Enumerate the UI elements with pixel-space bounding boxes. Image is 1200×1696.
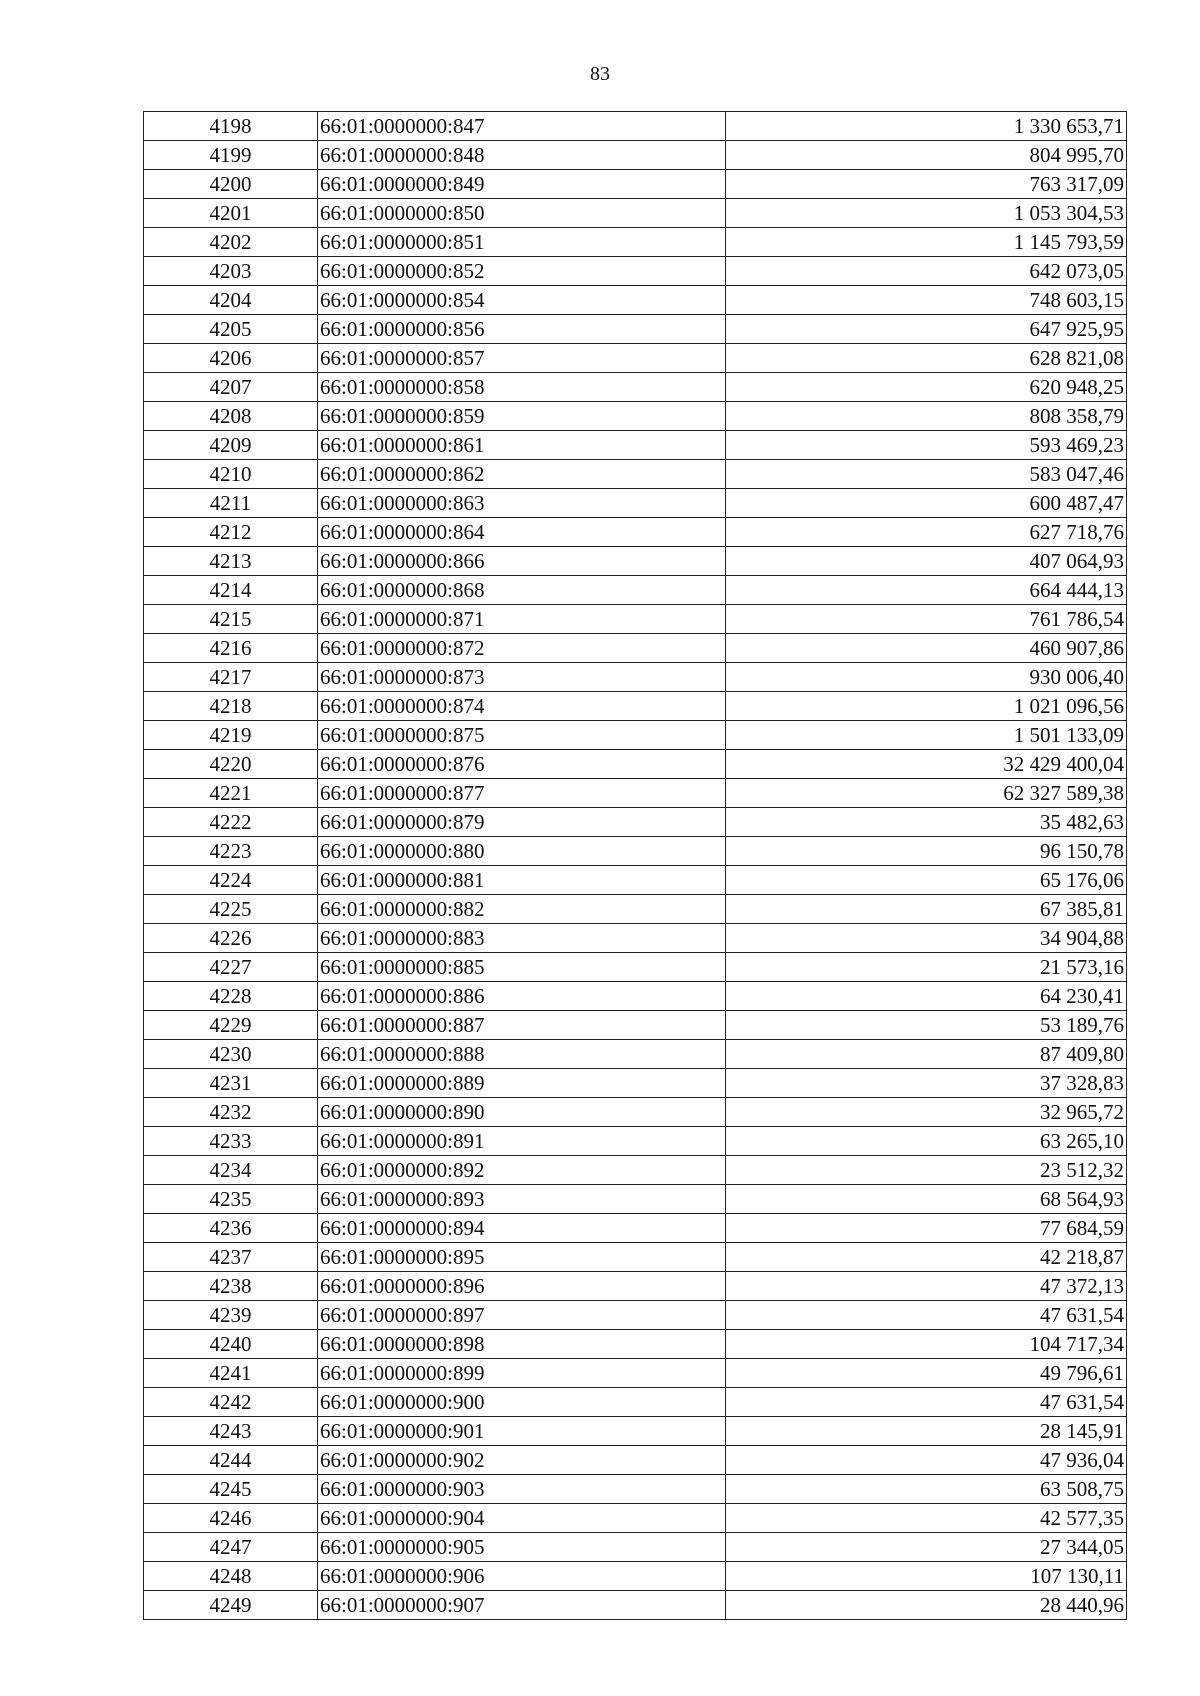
cadastral-number-cell: 66:01:0000000:907 [318,1591,726,1620]
cadastral-number-cell: 66:01:0000000:874 [318,692,726,721]
row-number-cell: 4235 [144,1185,318,1214]
row-number-cell: 4207 [144,373,318,402]
cadastral-value-cell: 1 145 793,59 [726,228,1127,257]
row-number-cell: 4227 [144,953,318,982]
cadastral-value-cell: 65 176,06 [726,866,1127,895]
cadastral-value-cell: 68 564,93 [726,1185,1127,1214]
table-row [144,953,1127,982]
row-number-cell: 4217 [144,663,318,692]
row-number-cell: 4228 [144,982,318,1011]
row-number-cell: 4213 [144,547,318,576]
table-row [144,547,1127,576]
table-row [144,1475,1127,1504]
row-number-cell: 4229 [144,1011,318,1040]
cadastral-value-cell: 21 573,16 [726,953,1127,982]
cadastral-value-cell: 583 047,46 [726,460,1127,489]
cadastral-value-cell: 47 631,54 [726,1388,1127,1417]
cadastral-value-cell: 63 508,75 [726,1475,1127,1504]
table-row [144,692,1127,721]
table-row [144,1417,1127,1446]
table-row [144,460,1127,489]
cadastral-value-cell: 628 821,08 [726,344,1127,373]
cadastral-number-cell: 66:01:0000000:852 [318,257,726,286]
cadastral-number-cell: 66:01:0000000:892 [318,1156,726,1185]
table-row [144,895,1127,924]
table-row [144,750,1127,779]
cadastral-number-cell: 66:01:0000000:850 [318,199,726,228]
cadastral-number-cell: 66:01:0000000:862 [318,460,726,489]
cadastral-number-cell: 66:01:0000000:876 [318,750,726,779]
cadastral-value-cell: 37 328,83 [726,1069,1127,1098]
table-row [144,1330,1127,1359]
table-row [144,112,1127,141]
table-row [144,518,1127,547]
row-number-cell: 4220 [144,750,318,779]
table-row [144,924,1127,953]
cadastral-value-cell: 627 718,76 [726,518,1127,547]
table-row [144,808,1127,837]
table-row [144,866,1127,895]
cadastral-number-cell: 66:01:0000000:859 [318,402,726,431]
cadastral-value-cell: 1 021 096,56 [726,692,1127,721]
table-row [144,1562,1127,1591]
cadastral-number-cell: 66:01:0000000:848 [318,141,726,170]
cadastral-number-cell: 66:01:0000000:889 [318,1069,726,1098]
table-row [144,228,1127,257]
row-number-cell: 4242 [144,1388,318,1417]
row-number-cell: 4205 [144,315,318,344]
table-row [144,1214,1127,1243]
cadastral-value-cell: 28 440,96 [726,1591,1127,1620]
row-number-cell: 4201 [144,199,318,228]
row-number-cell: 4200 [144,170,318,199]
cadastral-value-cell: 27 344,05 [726,1533,1127,1562]
table-row [144,170,1127,199]
row-number-cell: 4236 [144,1214,318,1243]
table-row [144,1127,1127,1156]
cadastral-value-cell: 600 487,47 [726,489,1127,518]
row-number-cell: 4216 [144,634,318,663]
row-number-cell: 4225 [144,895,318,924]
cadastral-number-cell: 66:01:0000000:857 [318,344,726,373]
cadastral-value-cell: 808 358,79 [726,402,1127,431]
cadastral-number-cell: 66:01:0000000:887 [318,1011,726,1040]
cadastral-value-cell: 34 904,88 [726,924,1127,953]
row-number-cell: 4223 [144,837,318,866]
table-row [144,1591,1127,1620]
cadastral-value-cell: 67 385,81 [726,895,1127,924]
cadastral-value-cell: 87 409,80 [726,1040,1127,1069]
cadastral-value-cell: 49 796,61 [726,1359,1127,1388]
table-row [144,199,1127,228]
cadastral-number-cell: 66:01:0000000:898 [318,1330,726,1359]
table-row [144,1069,1127,1098]
cadastral-number-cell: 66:01:0000000:858 [318,373,726,402]
row-number-cell: 4218 [144,692,318,721]
cadastral-number-cell: 66:01:0000000:883 [318,924,726,953]
cadastral-value-cell: 1 501 133,09 [726,721,1127,750]
cadastral-number-cell: 66:01:0000000:847 [318,112,726,141]
table-row [144,344,1127,373]
row-number-cell: 4239 [144,1301,318,1330]
row-number-cell: 4199 [144,141,318,170]
page-number: 83 [590,63,610,85]
row-number-cell: 4237 [144,1243,318,1272]
table-row [144,982,1127,1011]
row-number-cell: 4232 [144,1098,318,1127]
cadastral-number-cell: 66:01:0000000:872 [318,634,726,663]
cadastral-value-cell: 664 444,13 [726,576,1127,605]
cadastral-value-cell: 53 189,76 [726,1011,1127,1040]
cadastral-value-cell: 1 053 304,53 [726,199,1127,228]
cadastral-value-cell: 47 936,04 [726,1446,1127,1475]
table-row [144,1388,1127,1417]
table-body [144,112,1127,1620]
cadastral-value-cell: 64 230,41 [726,982,1127,1011]
table-row [144,663,1127,692]
cadastral-number-cell: 66:01:0000000:903 [318,1475,726,1504]
cadastral-number-cell: 66:01:0000000:900 [318,1388,726,1417]
row-number-cell: 4230 [144,1040,318,1069]
cadastral-number-cell: 66:01:0000000:893 [318,1185,726,1214]
table-row [144,1301,1127,1330]
cadastral-number-cell: 66:01:0000000:880 [318,837,726,866]
row-number-cell: 4241 [144,1359,318,1388]
cadastral-value-cell: 47 372,13 [726,1272,1127,1301]
table-row [144,141,1127,170]
table-row [144,1243,1127,1272]
row-number-cell: 4224 [144,866,318,895]
cadastral-value-cell: 1 330 653,71 [726,112,1127,141]
row-number-cell: 4233 [144,1127,318,1156]
table-row [144,1040,1127,1069]
cadastral-number-cell: 66:01:0000000:901 [318,1417,726,1446]
cadastral-number-cell: 66:01:0000000:868 [318,576,726,605]
cadastral-number-cell: 66:01:0000000:890 [318,1098,726,1127]
cadastral-value-cell: 42 577,35 [726,1504,1127,1533]
cadastral-value-cell: 642 073,05 [726,257,1127,286]
cadastral-number-cell: 66:01:0000000:882 [318,895,726,924]
row-number-cell: 4248 [144,1562,318,1591]
table-row [144,1011,1127,1040]
cadastral-number-cell: 66:01:0000000:864 [318,518,726,547]
cadastral-value-cell: 96 150,78 [726,837,1127,866]
table-row [144,1098,1127,1127]
row-number-cell: 4247 [144,1533,318,1562]
cadastral-value-cell: 28 145,91 [726,1417,1127,1446]
row-number-cell: 4203 [144,257,318,286]
table-row [144,605,1127,634]
row-number-cell: 4204 [144,286,318,315]
table-row [144,576,1127,605]
row-number-cell: 4244 [144,1446,318,1475]
cadastral-number-cell: 66:01:0000000:897 [318,1301,726,1330]
cadastral-value-cell: 63 265,10 [726,1127,1127,1156]
cadastral-number-cell: 66:01:0000000:866 [318,547,726,576]
cadastral-value-cell: 593 469,23 [726,431,1127,460]
cadastral-number-cell: 66:01:0000000:851 [318,228,726,257]
row-number-cell: 4215 [144,605,318,634]
cadastral-value-cell: 62 327 589,38 [726,779,1127,808]
cadastral-value-cell: 761 786,54 [726,605,1127,634]
cadastral-value-cell: 32 429 400,04 [726,750,1127,779]
table-row [144,721,1127,750]
cadastral-number-cell: 66:01:0000000:906 [318,1562,726,1591]
cadastral-number-cell: 66:01:0000000:886 [318,982,726,1011]
cadastral-number-cell: 66:01:0000000:888 [318,1040,726,1069]
row-number-cell: 4202 [144,228,318,257]
row-number-cell: 4214 [144,576,318,605]
row-number-cell: 4222 [144,808,318,837]
cadastral-value-cell: 47 631,54 [726,1301,1127,1330]
table-row [144,634,1127,663]
row-number-cell: 4206 [144,344,318,373]
row-number-cell: 4249 [144,1591,318,1620]
row-number-cell: 4211 [144,489,318,518]
cadastral-value-cell: 104 717,34 [726,1330,1127,1359]
cadastral-value-cell: 32 965,72 [726,1098,1127,1127]
row-number-cell: 4234 [144,1156,318,1185]
cadastral-number-cell: 66:01:0000000:899 [318,1359,726,1388]
cadastral-number-cell: 66:01:0000000:849 [318,170,726,199]
cadastral-number-cell: 66:01:0000000:891 [318,1127,726,1156]
cadastral-value-table [143,111,1127,1620]
cadastral-value-cell: 763 317,09 [726,170,1127,199]
table-row [144,315,1127,344]
cadastral-number-cell: 66:01:0000000:895 [318,1243,726,1272]
cadastral-number-cell: 66:01:0000000:875 [318,721,726,750]
row-number-cell: 4238 [144,1272,318,1301]
cadastral-number-cell: 66:01:0000000:879 [318,808,726,837]
table-row [144,1504,1127,1533]
row-number-cell: 4245 [144,1475,318,1504]
cadastral-number-cell: 66:01:0000000:894 [318,1214,726,1243]
row-number-cell: 4221 [144,779,318,808]
row-number-cell: 4240 [144,1330,318,1359]
table-row [144,257,1127,286]
cadastral-number-cell: 66:01:0000000:881 [318,866,726,895]
cadastral-number-cell: 66:01:0000000:854 [318,286,726,315]
cadastral-number-cell: 66:01:0000000:902 [318,1446,726,1475]
cadastral-value-cell: 42 218,87 [726,1243,1127,1272]
cadastral-number-cell: 66:01:0000000:856 [318,315,726,344]
cadastral-number-cell: 66:01:0000000:905 [318,1533,726,1562]
cadastral-value-cell: 748 603,15 [726,286,1127,315]
table-row [144,1272,1127,1301]
table-row [144,1533,1127,1562]
row-number-cell: 4219 [144,721,318,750]
row-number-cell: 4208 [144,402,318,431]
table-row [144,779,1127,808]
table-row [144,373,1127,402]
cadastral-number-cell: 66:01:0000000:871 [318,605,726,634]
cadastral-value-cell: 804 995,70 [726,141,1127,170]
cadastral-value-cell: 647 925,95 [726,315,1127,344]
cadastral-value-cell: 77 684,59 [726,1214,1127,1243]
cadastral-value-cell: 35 482,63 [726,808,1127,837]
row-number-cell: 4210 [144,460,318,489]
table-row [144,489,1127,518]
cadastral-number-cell: 66:01:0000000:861 [318,431,726,460]
row-number-cell: 4198 [144,112,318,141]
row-number-cell: 4243 [144,1417,318,1446]
cadastral-number-cell: 66:01:0000000:863 [318,489,726,518]
cadastral-value-cell: 930 006,40 [726,663,1127,692]
table-row [144,1156,1127,1185]
row-number-cell: 4231 [144,1069,318,1098]
row-number-cell: 4246 [144,1504,318,1533]
table-row [144,431,1127,460]
table-row [144,1359,1127,1388]
table-row [144,402,1127,431]
cadastral-number-cell: 66:01:0000000:896 [318,1272,726,1301]
cadastral-value-cell: 460 907,86 [726,634,1127,663]
table-row [144,837,1127,866]
cadastral-value-cell: 407 064,93 [726,547,1127,576]
cadastral-value-cell: 107 130,11 [726,1562,1127,1591]
cadastral-number-cell: 66:01:0000000:904 [318,1504,726,1533]
cadastral-number-cell: 66:01:0000000:885 [318,953,726,982]
cadastral-value-cell: 23 512,32 [726,1156,1127,1185]
cadastral-value-cell: 620 948,25 [726,373,1127,402]
row-number-cell: 4212 [144,518,318,547]
cadastral-number-cell: 66:01:0000000:877 [318,779,726,808]
row-number-cell: 4209 [144,431,318,460]
table-row [144,1185,1127,1214]
row-number-cell: 4226 [144,924,318,953]
table-row [144,1446,1127,1475]
table-row [144,286,1127,315]
cadastral-number-cell: 66:01:0000000:873 [318,663,726,692]
